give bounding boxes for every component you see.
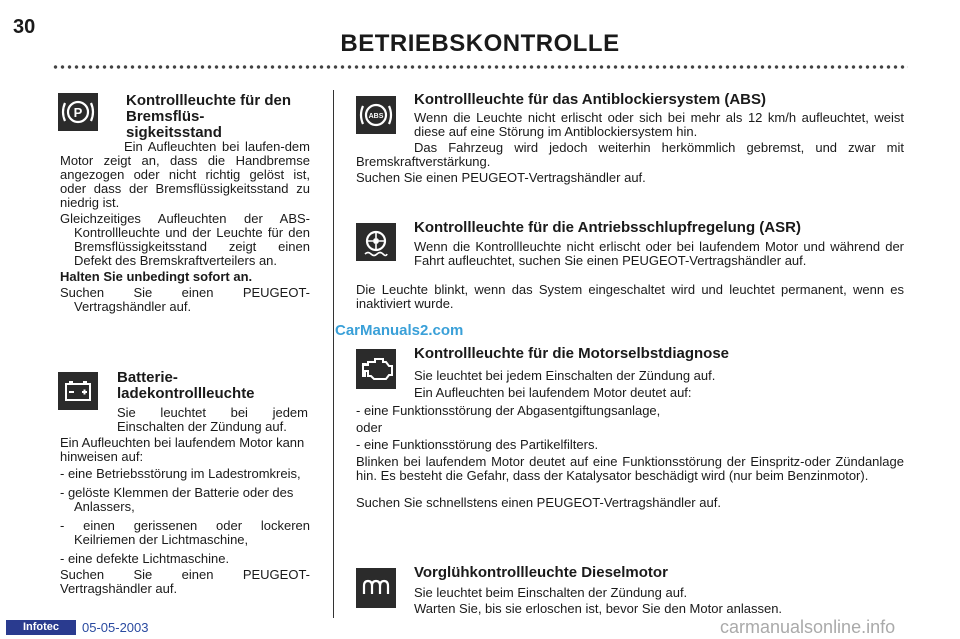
abs-heading: Kontrollleuchte für das Antiblockiersystem (ABS) bbox=[414, 91, 767, 108]
engine-item-1: - eine Funktionsstörung der Abgasentgiftungsanlage, bbox=[356, 403, 661, 418]
battery-p2: Ein Aufleuchten bei laufendem Motor kann hinweisen auf: bbox=[60, 435, 305, 464]
glow-plug-icon bbox=[356, 568, 396, 608]
diesel-p2: Warten Sie, bis sie erloschen ist, bevor Sie den Motor anlassen. bbox=[414, 601, 783, 616]
watermark: CarManuals2.com bbox=[335, 322, 464, 339]
engine-p2: Ein Aufleuchten bei laufendem Motor deutet auf: bbox=[414, 385, 692, 400]
brake-text bbox=[60, 140, 310, 314]
engine-diagnosis-icon bbox=[356, 349, 396, 389]
brake-p2: Gleichzeitiges Aufleuchten der ABS-Kontrollleuchte und der Leuchte für den Bremsflüssigkeitsstand zeigt einen Defekt des Bremskraftverteilers an. bbox=[60, 211, 310, 268]
engine-oder: oder bbox=[356, 420, 383, 435]
engine-p1: Sie leuchtet bei jedem Einschalten der Zündung auf. bbox=[414, 368, 716, 383]
brake-fluid-warning-icon bbox=[58, 93, 98, 131]
abs-p1: Wenn die Leuchte nicht erlischt oder sich bei mehr als 12 km/h aufleuchtet, weist diese auf eine Störung im Antiblockiersystem hin. bbox=[414, 110, 904, 139]
diesel-heading: Vorglühkontrollleuchte Dieselmotor bbox=[414, 564, 668, 581]
battery-item-2: - gelöste Klemmen der Batterie oder des Anlassers, bbox=[60, 485, 294, 514]
battery-intro: Sie leuchtet bei jedem Einschalten der Zündung auf. bbox=[117, 405, 308, 434]
engine-heading: Kontrollleuchte für die Motorselbstdiagnose bbox=[414, 345, 730, 362]
brake-p1: Ein Aufleuchten bei laufen-dem Motor zeigt an, dass die Handbremse angezogen oder nicht richtig gelöst ist, oder dass der Bremsflüssigkeitsstand zu niedrig ist. bbox=[60, 139, 310, 210]
battery-text bbox=[60, 436, 310, 596]
column-divider bbox=[333, 90, 334, 618]
engine-p4: Suchen Sie schnellstens einen PEUGEOT-Vertragshändler auf. bbox=[356, 495, 721, 510]
battery-heading: Batterie-ladekontrollleuchte bbox=[117, 369, 255, 402]
battery-icon bbox=[58, 372, 98, 410]
brake-heading: Kontrollleuchte für den Bremsflüs-sigkeitsstand bbox=[126, 92, 291, 141]
svg-text:ABS: ABS bbox=[368, 113, 384, 120]
battery-item-4: - eine defekte Lichtmaschine. bbox=[60, 551, 230, 566]
diesel-p1: Sie leuchtet beim Einschalten der Zündung auf. bbox=[414, 585, 688, 600]
traction-control-icon bbox=[356, 223, 396, 261]
footer-date: 05-05-2003 bbox=[82, 620, 149, 635]
brake-p3: Halten Sie unbedingt sofort an. bbox=[60, 269, 253, 284]
asr-p1: Wenn die Kontrollleuchte nicht erlischt oder bei laufendem Motor und während der Fahrt aufleuchtet, suchen Sie einen PEUGEOT-Vertragshändler auf. bbox=[414, 239, 904, 268]
brake-p4: Suchen Sie einen PEUGEOT-Vertragshändler auf. bbox=[60, 285, 310, 314]
abs-p3: Suchen Sie einen PEUGEOT-Vertragshändler auf. bbox=[356, 170, 646, 185]
battery-item-1: - eine Betriebsstörung im Ladestromkreis, bbox=[60, 466, 301, 481]
battery-item-3: - einen gerissenen oder lockeren Keilriemen der Lichtmaschine, bbox=[60, 518, 310, 547]
site-watermark: carmanualsonline.info bbox=[720, 617, 896, 637]
battery-p3: Suchen Sie einen PEUGEOT-Vertragshändler auf. bbox=[60, 567, 310, 596]
asr-heading: Kontrollleuchte für die Antriebsschlupfregelung (ASR) bbox=[414, 219, 801, 236]
engine-p3: Blinken bei laufendem Motor deutet auf eine Funktionsstörung der Einspritz-oder Zündanlage hin. Es besteht die Gefahr, dass der Katalysator beschädigt wird (nur beim Benzinmotor). bbox=[356, 454, 904, 483]
engine-item-2: - eine Funktionsstörung des Partikelfilters. bbox=[356, 437, 599, 452]
page-title: BETRIEBSKONTROLLE bbox=[340, 30, 620, 57]
abs-p2: Das Fahrzeug wird jedoch weiterhin herkömmlich gebremst, und zwar mit Bremskraftverstärkung. bbox=[356, 140, 904, 169]
asr-p2: Die Leuchte blinkt, wenn das System eingeschaltet wird und leuchtet permanent, wenn es inaktiviert wurde. bbox=[356, 282, 904, 311]
dotted-divider bbox=[52, 63, 908, 71]
abs-icon bbox=[356, 96, 396, 134]
infotec-logo: Infotec bbox=[6, 620, 76, 635]
svg-text:P: P bbox=[73, 105, 83, 120]
page-number: 30 bbox=[13, 16, 36, 38]
